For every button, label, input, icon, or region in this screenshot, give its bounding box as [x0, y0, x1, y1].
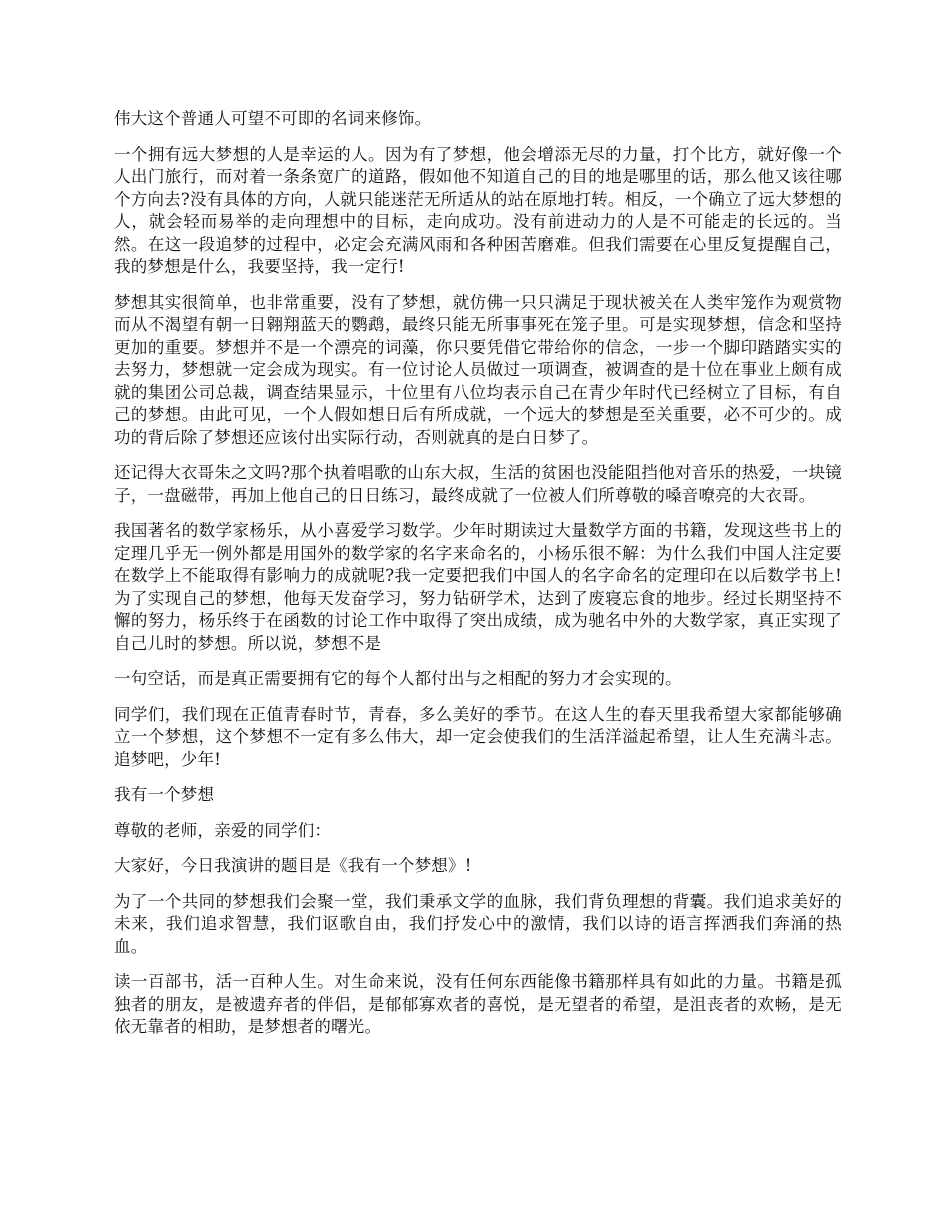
paragraph-3: 梦想其实很简单，也非常重要，没有了梦想，就仿佛一只只满足于现状被关在人类牢笼作为观赏物而从不渴望有朝一日翱翔蓝天的鹦鹉，最终只能无所事事死在笼子里。可是实现梦想，信念和坚持更加的重要。梦想并不是一个漂亮的词藻，你只要凭借它带给你的信念，一步一个脚印踏踏实实的去努力，梦想就一定会成为现实。有一位讨论人员做过一项调查，被调查的是十位在事业上颇有成就的集团公司总裁，调查结果显示，十位里有八位均表示自己在青少年时代已经树立了目标，有自己的梦想。由此可见，一个人假如想日后有所成就，一个远大的梦想是至关重要，必不可少的。成功的背后除了梦想还应该付出实际行动，否则就真的是白日梦了。	[114, 292, 842, 447]
paragraph-9: 读一百部书，活一百种人生。对生命来说，没有任何东西能像书籍那样具有如此的力量。书籍是孤独者的朋友，是被遗弃者的伴侣，是郁郁寡欢者的喜悦，是无望者的希望，是沮丧者的欢畅，是无依无靠者的相助，是梦想者的曙光。	[114, 972, 842, 1036]
paragraph-5: 我国著名的数学家杨乐，从小喜爱学习数学。少年时期读过大量数学方面的书籍，发现这些书上的定理几乎无一例外都是用国外的数学家的名字来命名的，小杨乐很不解：为什么我们中国人注定要在数学上不能取得有影响力的成就呢?我一定要把我们中国人的名字命名的定理印在以后数学书上!为了实现自己的梦想，他每天发奋学习，努力钻研学术，达到了废寝忘食的地步。经过长期坚持不懈的努力，杨乐终于在函数的讨论工作中取得了突出成绩，成为驰名中外的大数学家，真正实现了自己儿时的梦想。所以说，梦想不是	[114, 521, 842, 653]
paragraph-2: 一个拥有远大梦想的人是幸运的人。因为有了梦想，他会增添无尽的力量，打个比方，就好像一个人出门旅行，而对着一条条宽广的道路，假如他不知道自己的目的地是哪里的话，那么他又该往哪个方向去?没有具体的方向，人就只能迷茫无所适从的站在原地打转。相反，一个确立了远大梦想的人，就会轻而易举的走向理想中的目标，走向成功。没有前进动力的人是不可能走的长远的。当然。在这一段追梦的过程中，必定会充满风雨和各种困苦磨难。但我们需要在心里反复提醒自己，我的梦想是什么，我要坚持，我一定行!	[114, 144, 842, 276]
paragraph-1: 伟大这个普通人可望不可即的名词来修饰。	[114, 109, 432, 128]
section-title: 我有一个梦想	[114, 785, 215, 804]
document-body	[114, 108, 842, 1052]
paragraph-6: 一句空话，而是真正需要拥有它的每个人都付出与之相配的努力才会实现的。	[114, 669, 682, 688]
paragraph-8: 为了一个共同的梦想我们会聚一堂，我们秉承文学的血脉，我们背负理想的背囊。我们追求美好的未来，我们追求智慧，我们讴歌自由，我们抒发心中的激情，我们以诗的语言挥洒我们奔涌的热血。	[114, 891, 842, 956]
paragraph-7: 同学们，我们现在正值青春时节，青春，多么美好的季节。在这人生的春天里我希望大家都能够确立一个梦想，这个梦想不一定有多么伟大，却一定会使我们的生活洋溢起希望，让人生充满斗志。追梦吧，少年!	[114, 704, 842, 769]
salutation: 尊敬的老师，亲爱的同学们：	[114, 820, 332, 840]
paragraph-4: 还记得大衣哥朱之文吗?那个执着唱歌的山东大叔，生活的贫困也没能阻挡他对音乐的热爱，一块镜子，一盘磁带，再加上他自己的日日练习，最终成就了一位被人们所尊敬的嗓音嘹亮的大衣哥。	[114, 463, 842, 505]
greeting: 大家好，今日我演讲的题目是《我有一个梦想》!	[114, 856, 472, 875]
